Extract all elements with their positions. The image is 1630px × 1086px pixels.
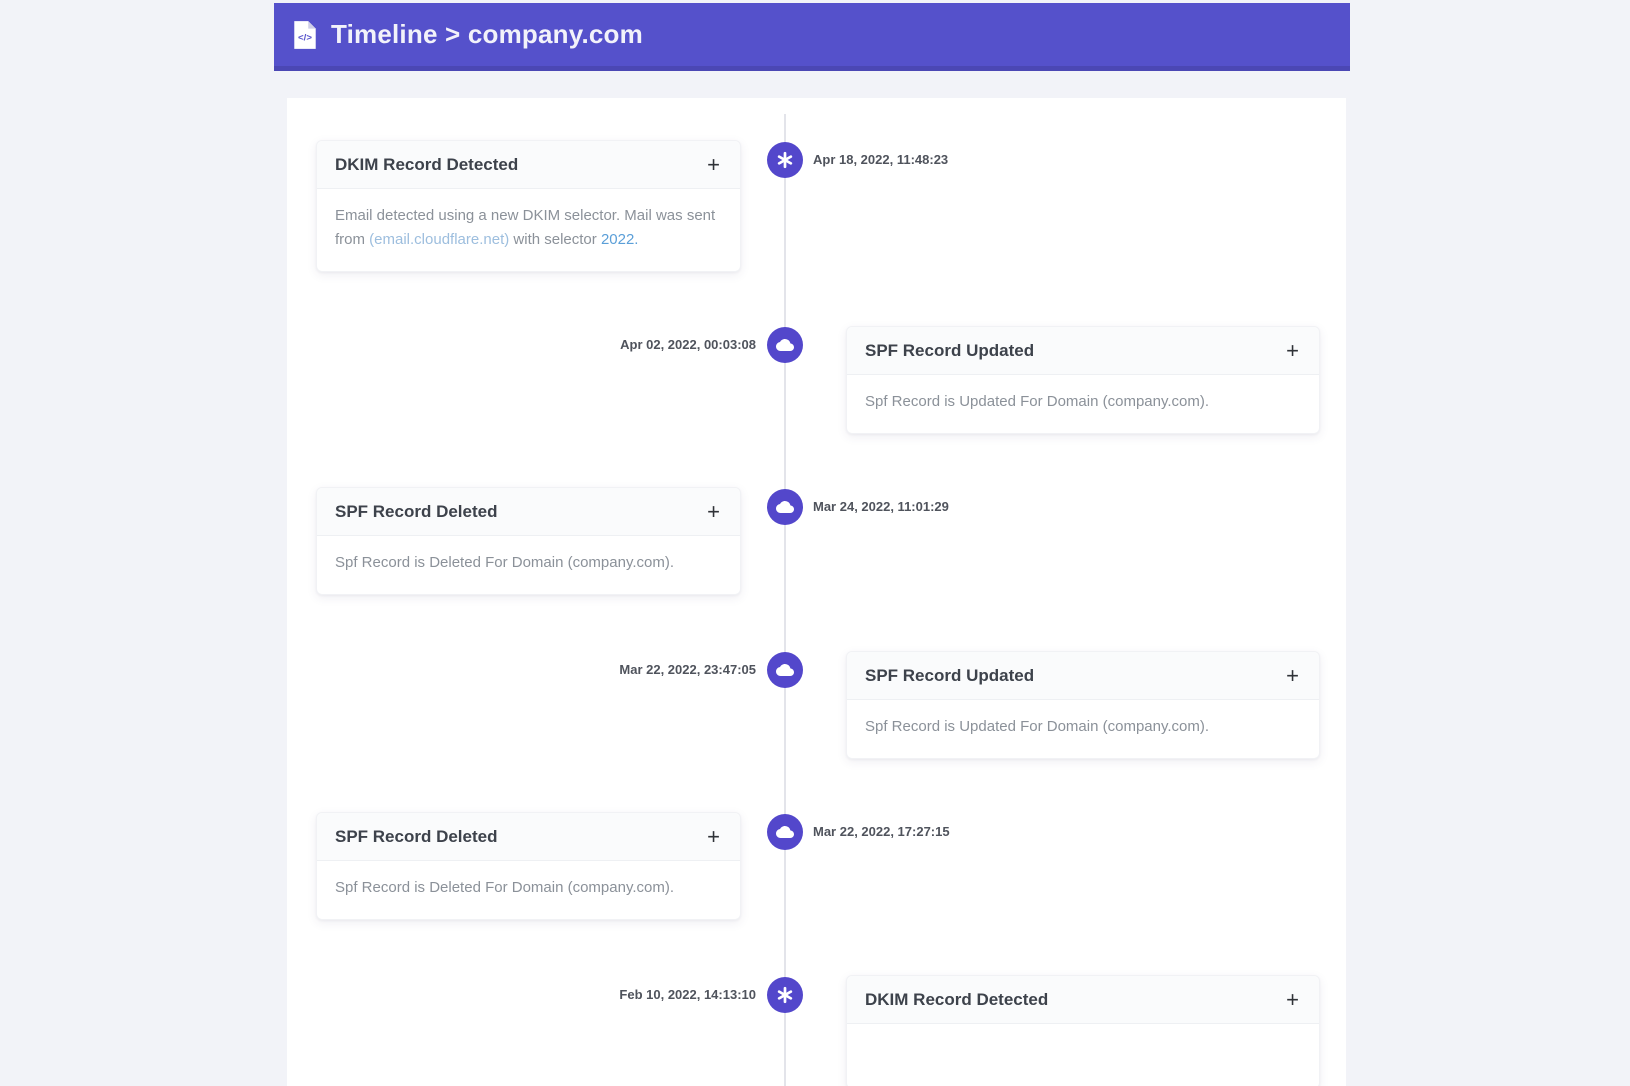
event-description: Spf Record is Updated For Domain (company.com). [865,718,1210,735]
timeline-panel [287,98,1346,1086]
timeline-line [784,114,786,1086]
event-card [316,487,741,595]
event-description: Spf Record is Updated For Domain (company.com). [865,393,1210,410]
event-title: SPF Record Updated [865,340,1035,360]
expand-button[interactable]: + [1286,986,1299,1012]
cloud-icon [776,823,794,841]
timeline-node [767,977,803,1013]
expand-button[interactable]: + [707,151,720,177]
description-text: Email detected using a new DKIM selector. Mail was sent from [335,207,716,248]
event-card [846,975,1320,1086]
event-title: SPF Record Deleted [335,501,498,521]
selector-link[interactable]: 2022. [600,231,639,248]
timeline-node [767,652,803,688]
code-document-icon [292,20,318,50]
expand-button[interactable]: + [707,498,720,524]
asterisk-icon [776,151,794,169]
event-card [316,812,741,920]
event-title: DKIM Record Detected [335,154,519,174]
event-card-header [317,141,740,189]
event-title: DKIM Record Detected [865,989,1049,1009]
event-card [846,651,1320,759]
cloud-icon [776,661,794,679]
timeline-node [767,489,803,525]
event-timestamp: Mar 22, 2022, 23:47:05 [619,662,756,677]
expand-button[interactable]: + [707,823,720,849]
event-card-header [847,652,1319,700]
event-timestamp: Apr 18, 2022, 11:48:23 [813,152,949,167]
event-card [846,326,1320,434]
page-title: Timeline > company.com [331,19,643,49]
event-description [847,1024,1319,1086]
timeline-node [767,327,803,363]
cloud-icon [776,336,794,354]
event-timestamp: Apr 02, 2022, 00:03:08 [620,337,756,352]
event-description: Spf Record is Deleted For Domain (company.com). [335,554,675,571]
expand-button[interactable]: + [1286,662,1299,688]
timeline-node [767,814,803,850]
asterisk-icon [776,986,794,1004]
event-card-header [317,488,740,536]
event-card-header [847,327,1319,375]
event-title: SPF Record Deleted [335,826,498,846]
app-header [274,3,1350,71]
event-timestamp: Feb 10, 2022, 14:13:10 [619,987,756,1002]
event-description [317,189,740,271]
cloud-icon [776,498,794,516]
event-timestamp: Mar 22, 2022, 17:27:15 [813,824,950,839]
email-cloudflare-link[interactable]: (email.cloudflare.net) [369,231,510,248]
event-description: Spf Record is Deleted For Domain (company.com). [335,879,675,896]
timeline-node [767,142,803,178]
expand-button[interactable]: + [1286,337,1299,363]
event-title: SPF Record Updated [865,665,1035,685]
event-card-header [317,813,740,861]
description-text: with selector [509,231,601,248]
event-timestamp: Mar 24, 2022, 11:01:29 [813,499,949,514]
svg-text:</>: </> [298,31,312,43]
event-card-header [847,976,1319,1024]
event-card [316,140,741,272]
